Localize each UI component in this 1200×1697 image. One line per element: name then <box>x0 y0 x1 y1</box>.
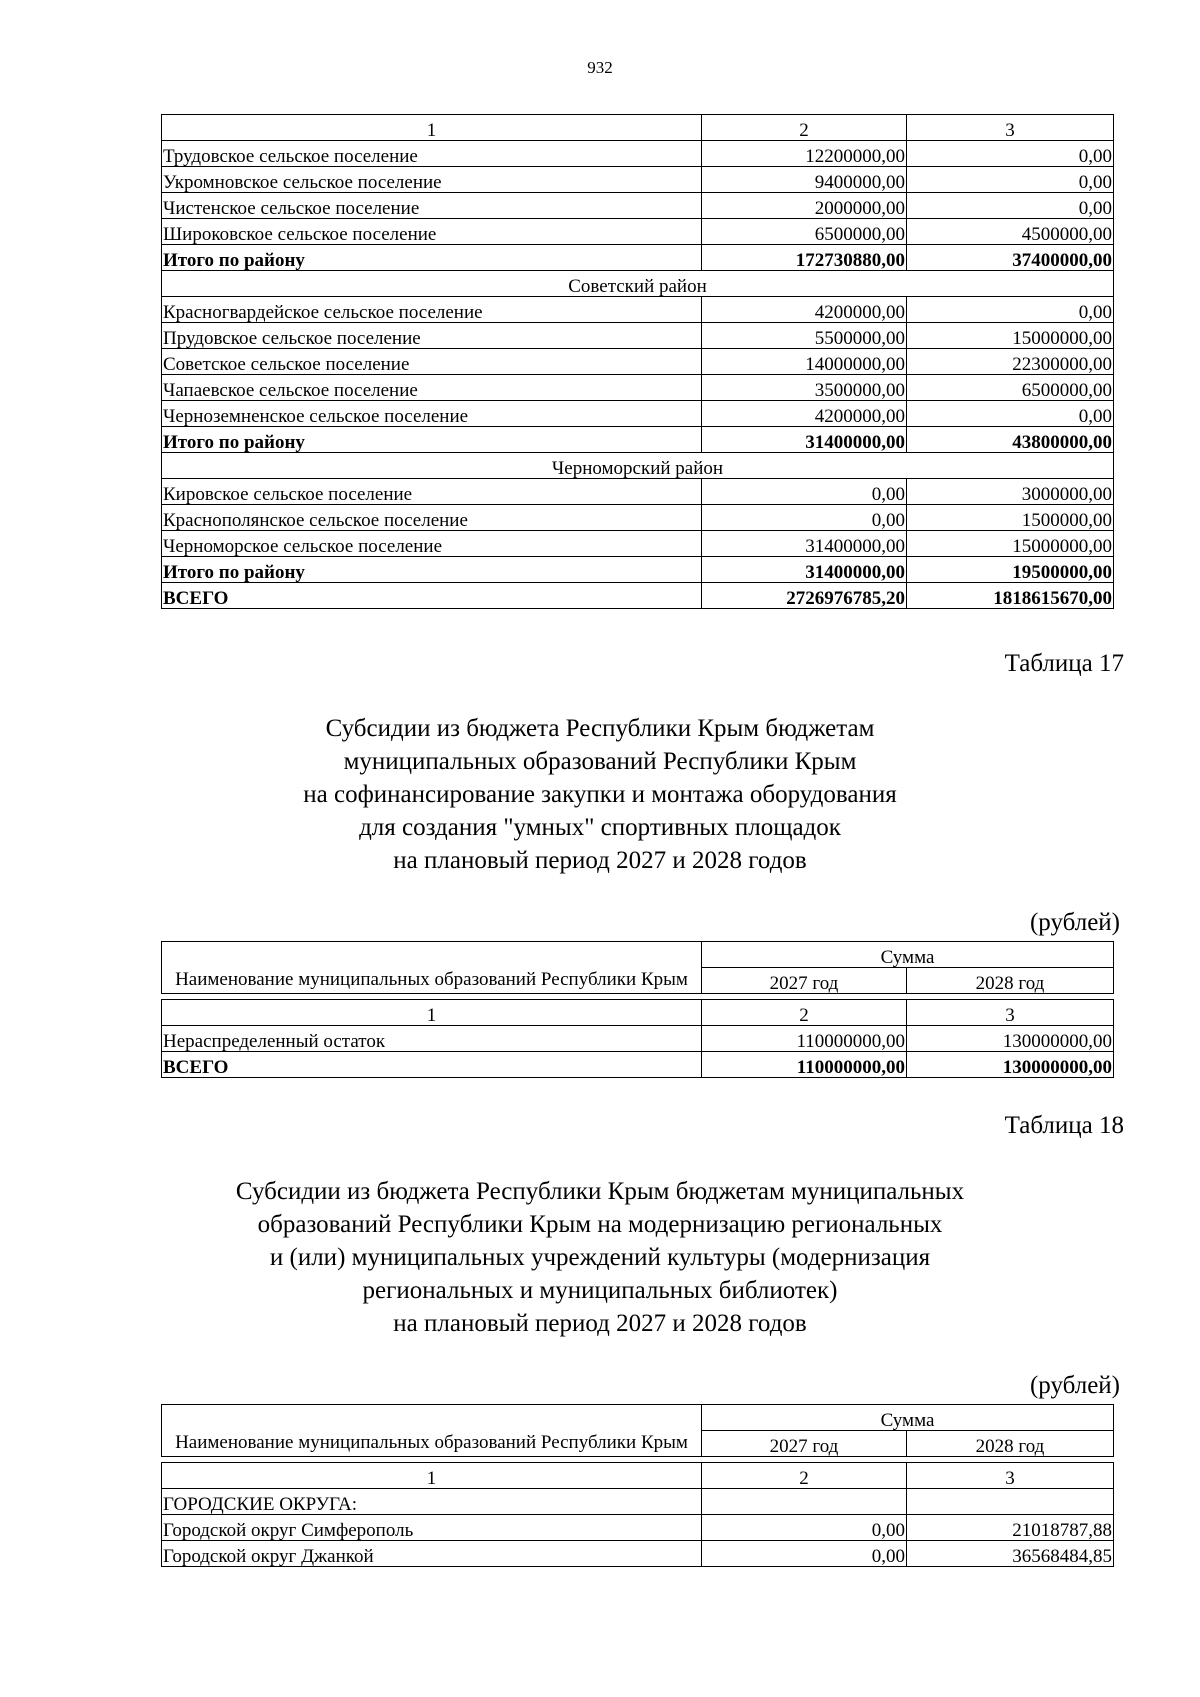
municipality-name: Чистенское сельское поселение <box>162 193 702 219</box>
amount-2028: 0,00 <box>907 297 1114 323</box>
section-header-row <box>162 1489 1114 1515</box>
total-2027: 172730880,00 <box>702 245 907 271</box>
column-number: 3 <box>907 1463 1114 1489</box>
title-line: образований Республики Крым на модернизацию региональных <box>257 1211 943 1238</box>
amount-2028: 130000000,00 <box>907 1026 1114 1052</box>
column-number: 2 <box>702 115 907 141</box>
grand-total-label: ВСЕГО <box>162 1052 702 1078</box>
column-number: 3 <box>907 1000 1114 1026</box>
table-row <box>162 1541 1114 1567</box>
total-2028: 19500000,00 <box>907 557 1114 583</box>
amount-2027: 0,00 <box>702 479 907 505</box>
column-number: 3 <box>907 115 1114 141</box>
column-number: 2 <box>702 1000 907 1026</box>
column-number: 2 <box>702 1463 907 1489</box>
amount-2027: 3500000,00 <box>702 375 907 401</box>
table-row <box>162 401 1114 427</box>
table-row <box>162 297 1114 323</box>
district-total-row <box>162 245 1114 271</box>
amount-2028: 22300000,00 <box>907 349 1114 375</box>
total-2028: 37400000,00 <box>907 245 1114 271</box>
header-year-2028: 2028 год <box>907 1431 1114 1457</box>
amount-2028: 1500000,00 <box>907 505 1114 531</box>
grand-total-row <box>162 583 1114 609</box>
table-18-label: Таблица 18 <box>1004 1112 1124 1139</box>
total-label: Итого по району <box>162 245 702 271</box>
header-sum: Сумма <box>702 942 1114 968</box>
grand-total-2027: 2726976785,20 <box>702 583 907 609</box>
amount-2028: 4500000,00 <box>907 219 1114 245</box>
grand-total-2028: 130000000,00 <box>907 1052 1114 1078</box>
title-line: и (или) муниципальных учреждений культуры (модернизация <box>269 1244 931 1271</box>
table-header-row <box>162 942 1114 968</box>
municipality-name: Широковское сельское поселение <box>162 219 702 245</box>
amount-2028: 3000000,00 <box>907 479 1114 505</box>
amount-2027: 4200000,00 <box>702 401 907 427</box>
amount-2027: 0,00 <box>702 505 907 531</box>
table-18-title <box>0 1175 1200 1340</box>
amount-2028: 21018787,88 <box>907 1515 1114 1541</box>
amount-2027: 2000000,00 <box>702 193 907 219</box>
table-18 <box>161 1404 1114 1567</box>
table-17-label: Таблица 17 <box>1004 650 1124 677</box>
amount-2027: 31400000,00 <box>702 531 907 557</box>
amount-2028: 15000000,00 <box>907 323 1114 349</box>
title-line: региональных и муниципальных библиотек) <box>362 1277 838 1304</box>
column-number: 1 <box>162 1463 702 1489</box>
grand-total-row <box>162 1052 1114 1078</box>
column-number-row <box>162 1463 1114 1489</box>
table-row <box>162 375 1114 401</box>
amount-2028: 36568484,85 <box>907 1541 1114 1567</box>
amount-2028: 6500000,00 <box>907 375 1114 401</box>
amount-2027: 6500000,00 <box>702 219 907 245</box>
amount-2028 <box>907 1489 1114 1515</box>
header-year-2028: 2028 год <box>907 968 1114 994</box>
header-year-2027: 2027 год <box>702 968 907 994</box>
total-label: Итого по району <box>162 557 702 583</box>
grand-total-2027: 110000000,00 <box>702 1052 907 1078</box>
column-number: 1 <box>162 115 702 141</box>
municipality-name: Красногвардейское сельское поселение <box>162 297 702 323</box>
amount-2028: 0,00 <box>907 401 1114 427</box>
amount-2028: 0,00 <box>907 167 1114 193</box>
total-2027: 31400000,00 <box>702 427 907 453</box>
table-17-unit: (рублей) <box>1029 909 1120 936</box>
section-name: ГОРОДСКИЕ ОКРУГА: <box>162 1489 702 1515</box>
title-line: Субсидии из бюджета Республики Крым бюджетам муниципальных <box>235 1178 965 1205</box>
amount-2027: 110000000,00 <box>702 1026 907 1052</box>
municipality-name: Городской округ Симферополь <box>162 1515 702 1541</box>
municipality-name: Советское сельское поселение <box>162 349 702 375</box>
title-line: на плановый период 2027 и 2028 годов <box>393 1310 807 1337</box>
municipality-name: Чапаевское сельское поселение <box>162 375 702 401</box>
title-line: муниципальных образований Республики Крым <box>343 748 857 775</box>
district-header-row <box>162 271 1114 297</box>
amount-2027 <box>702 1489 907 1515</box>
amount-2028: 0,00 <box>907 193 1114 219</box>
total-label: Итого по району <box>162 427 702 453</box>
title-line: на софинансирование закупки и монтажа оборудования <box>303 781 897 808</box>
municipality-name: Краснополянское сельское поселение <box>162 505 702 531</box>
column-number-row <box>162 115 1114 141</box>
table-row <box>162 1026 1114 1052</box>
table-row <box>162 323 1114 349</box>
table-row <box>162 167 1114 193</box>
table-17-title <box>0 712 1200 877</box>
table-row <box>162 349 1114 375</box>
amount-2027: 4200000,00 <box>702 297 907 323</box>
title-line: Субсидии из бюджета Республики Крым бюджетам <box>325 715 875 742</box>
amount-2027: 0,00 <box>702 1541 907 1567</box>
municipality-name: Нераспределенный остаток <box>162 1026 702 1052</box>
table-row <box>162 141 1114 167</box>
total-2028: 43800000,00 <box>907 427 1114 453</box>
table-row <box>162 531 1114 557</box>
table-18-unit: (рублей) <box>1029 1372 1120 1399</box>
municipality-name: Кировское сельское поселение <box>162 479 702 505</box>
table-header-row <box>162 1405 1114 1431</box>
district-name: Черноморский район <box>162 453 1114 479</box>
amount-2027: 14000000,00 <box>702 349 907 375</box>
title-line: для создания "умных" спортивных площадок <box>359 814 841 841</box>
amount-2028: 0,00 <box>907 141 1114 167</box>
table-continued <box>161 114 1114 609</box>
municipality-name: Черноморское сельское поселение <box>162 531 702 557</box>
total-2027: 31400000,00 <box>702 557 907 583</box>
table-row <box>162 505 1114 531</box>
municipality-name: Прудовское сельское поселение <box>162 323 702 349</box>
amount-2028: 15000000,00 <box>907 531 1114 557</box>
district-total-row <box>162 427 1114 453</box>
table-row <box>162 193 1114 219</box>
amount-2027: 0,00 <box>702 1515 907 1541</box>
header-municipality: Наименование муниципальных образований Республики Крым <box>162 942 702 994</box>
table-row <box>162 1515 1114 1541</box>
municipality-name: Трудовское сельское поселение <box>162 141 702 167</box>
table-row <box>162 219 1114 245</box>
district-name: Советский район <box>162 271 1114 297</box>
table-row <box>162 479 1114 505</box>
municipality-name: Черноземненское сельское поселение <box>162 401 702 427</box>
amount-2027: 12200000,00 <box>702 141 907 167</box>
municipality-name: Укромновское сельское поселение <box>162 167 702 193</box>
grand-total-2028: 1818615670,00 <box>907 583 1114 609</box>
amount-2027: 9400000,00 <box>702 167 907 193</box>
header-year-2027: 2027 год <box>702 1431 907 1457</box>
column-number-row <box>162 1000 1114 1026</box>
amount-2027: 5500000,00 <box>702 323 907 349</box>
municipality-name: Городской округ Джанкой <box>162 1541 702 1567</box>
district-header-row <box>162 453 1114 479</box>
header-sum: Сумма <box>702 1405 1114 1431</box>
district-total-row <box>162 557 1114 583</box>
grand-total-label: ВСЕГО <box>162 583 702 609</box>
page-number: 932 <box>587 58 613 77</box>
header-municipality: Наименование муниципальных образований Республики Крым <box>162 1405 702 1457</box>
table-17 <box>161 941 1114 1078</box>
title-line: на плановый период 2027 и 2028 годов <box>393 847 807 874</box>
column-number: 1 <box>162 1000 702 1026</box>
